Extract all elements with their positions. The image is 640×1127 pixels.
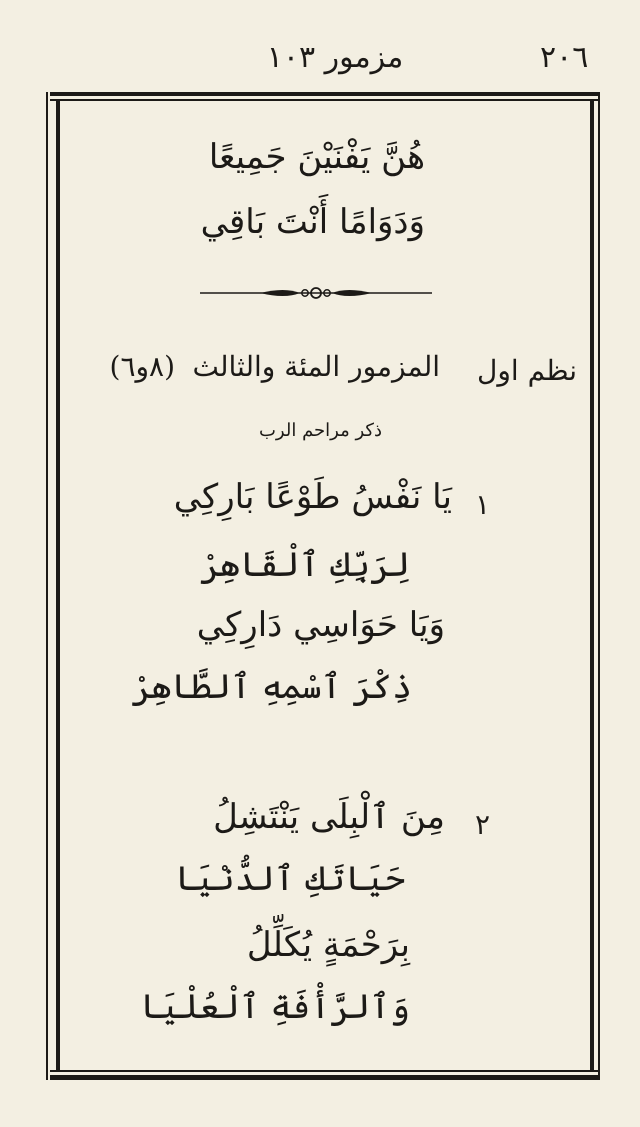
verse-line: حَيَاتَكِ ٱلدُّنْيَا <box>175 859 405 899</box>
verse-line: وَيَا حَوَاسِي دَارِكِي <box>196 605 445 645</box>
border-rule <box>50 92 600 96</box>
border-rule <box>56 100 60 1072</box>
page-number: ٢٠٦ <box>540 40 589 75</box>
stanza-number: ٢ <box>474 808 490 841</box>
verse-line: هُنَّ يَفْنَيْنَ جَمِيعًا <box>208 137 425 177</box>
border-rule <box>598 92 600 1080</box>
meter-label: نظم اول <box>477 354 577 387</box>
border-rule <box>50 1075 600 1080</box>
verse-line: وَدَوَامًا أَنْتَ بَاقِي <box>200 202 425 242</box>
verse-line: وَٱلرَّأْفَةِ ٱلْعُلْيَا <box>140 987 410 1027</box>
verse-line: بِرَحْمَةٍ يُكَلِّلُ <box>246 925 410 965</box>
border-rule <box>50 1070 600 1072</box>
border-rule <box>50 99 600 101</box>
ornament-divider <box>200 283 432 303</box>
border-rule <box>46 92 48 1080</box>
verse-line: لِرَبِّكِ ٱلْقَاهِرْ <box>199 545 410 585</box>
stanza-number: ١ <box>474 488 490 521</box>
verse-line: يَا نَفْسُ طَوْعًا بَارِكِي <box>173 477 452 517</box>
verse-line: مِنَ ٱلْبِلَى يَنْتَشِلُ <box>213 797 445 837</box>
psalm-title: المزمور المئة والثالث <box>192 350 440 383</box>
border-rule <box>590 100 594 1072</box>
psalm-subtitle: ذكر مراحم الرب <box>258 420 382 441</box>
verse-line: ذِكْرَ ٱسْمِهِ ٱلطَّاهِرْ <box>131 667 412 707</box>
tune-label: (٨و٦) <box>109 350 175 383</box>
running-title: مزمور ١٠٣ <box>266 40 404 75</box>
